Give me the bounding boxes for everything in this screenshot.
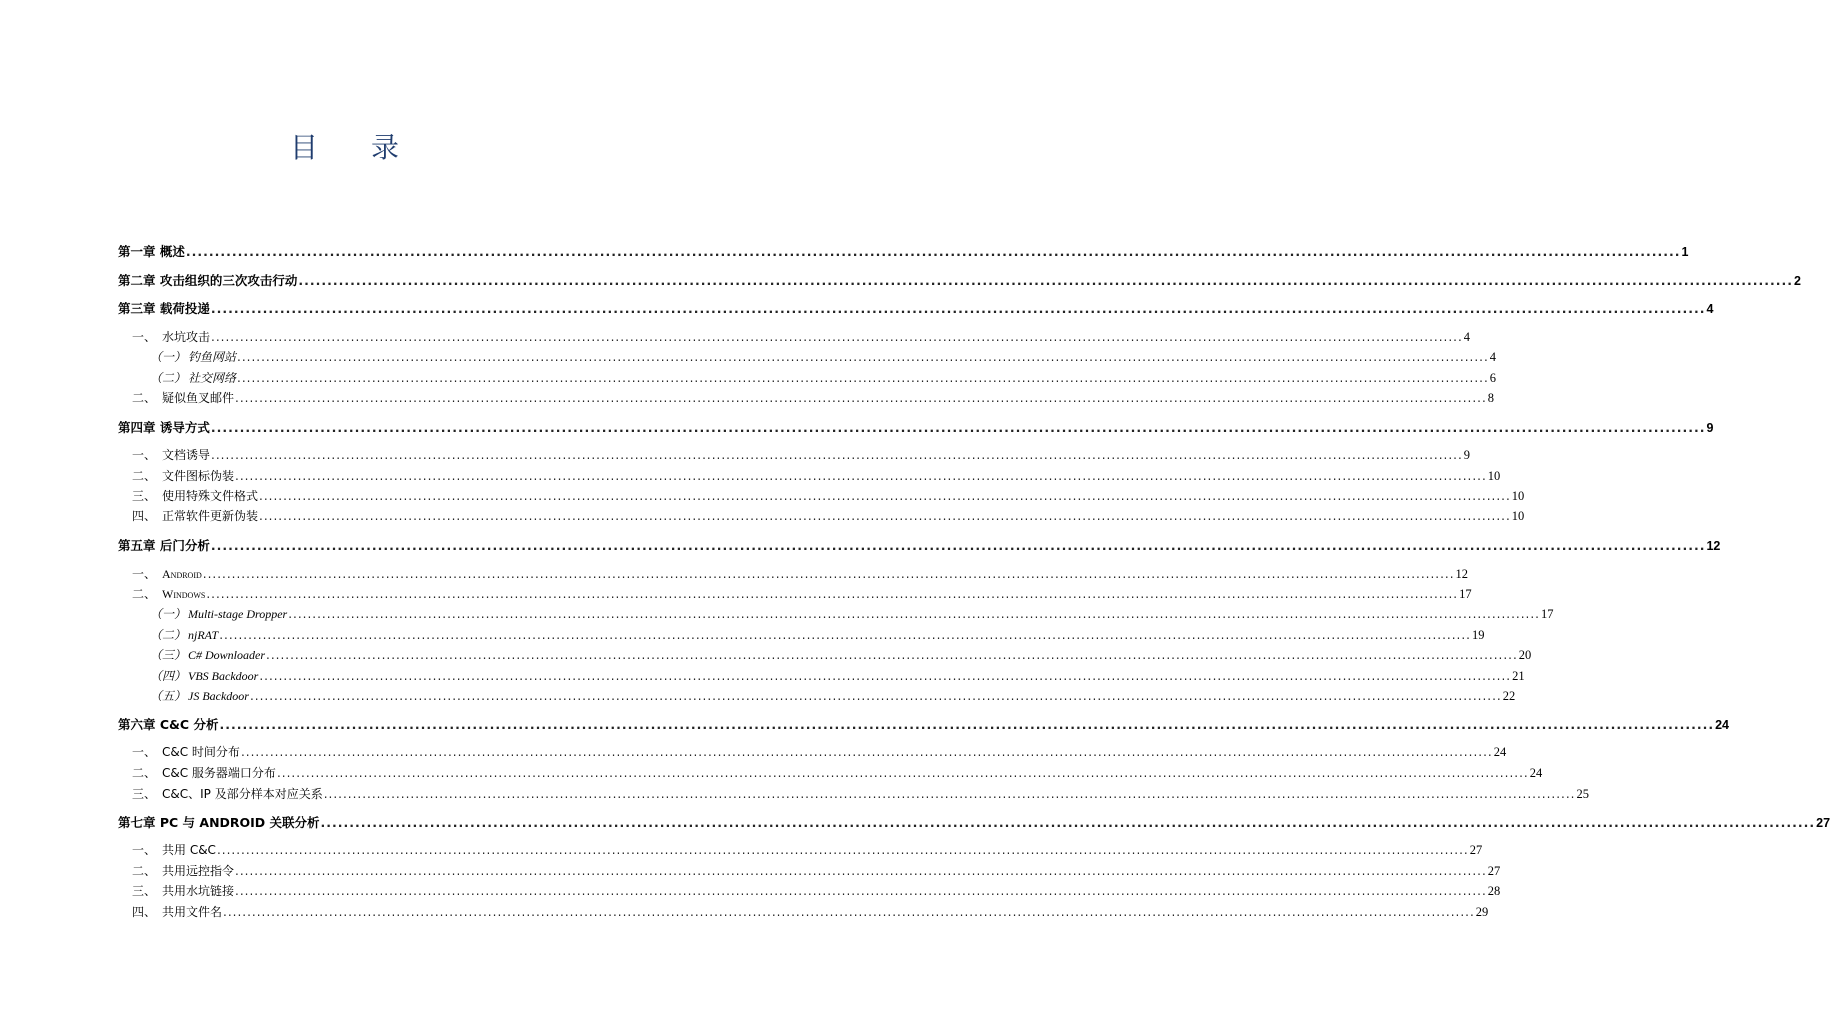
toc-entry-number: 一、 bbox=[132, 448, 157, 462]
toc-entry-label: njRAT bbox=[188, 628, 219, 642]
toc-entry[interactable] bbox=[118, 271, 1801, 289]
toc-entry-page: 4 bbox=[1463, 330, 1471, 344]
toc-leader-dots: .................................................................................................................................................................................................................................................................... bbox=[259, 509, 1511, 523]
toc-entry-label: 第三章 载荷投递 bbox=[118, 301, 210, 316]
toc-entry-number: 一、 bbox=[132, 567, 157, 581]
toc-leader-dots: .................................................................................................................................................................................................................................................................... bbox=[235, 864, 1487, 878]
toc-entry-label: 第七章 PC 与 ANDROID 关联分析 bbox=[118, 815, 320, 830]
toc-leader-dots: .................................................................................................................................................................................................................................................................... bbox=[235, 884, 1487, 898]
toc-entry-page: 24 bbox=[1715, 718, 1729, 732]
toc-entry[interactable] bbox=[118, 585, 1472, 602]
toc-entry-label: Windows bbox=[162, 587, 206, 601]
toc-entry[interactable] bbox=[118, 715, 1729, 733]
toc-entry-number: （二） bbox=[150, 628, 187, 642]
toc-entry-label: C&C 时间分布 bbox=[162, 745, 240, 759]
toc-entry-page: 10 bbox=[1487, 469, 1501, 483]
toc-entry-page: 29 bbox=[1475, 905, 1489, 919]
toc-entry-number: 四、 bbox=[132, 905, 157, 919]
toc-entry-page: 27 bbox=[1816, 816, 1830, 830]
toc-entry-label: 疑似鱼叉邮件 bbox=[162, 391, 235, 405]
toc-entry-number: 一、 bbox=[132, 330, 157, 344]
toc-entry-number: 四、 bbox=[132, 509, 157, 523]
toc-leader-dots: .................................................................................................................................................................................................................................................................... bbox=[185, 244, 1681, 259]
toc-entry-label: 社交网络 bbox=[188, 371, 237, 385]
toc-entry[interactable] bbox=[118, 242, 1689, 260]
toc-entry-page: 28 bbox=[1487, 884, 1501, 898]
toc-entry-label: C&C 服务器端口分布 bbox=[162, 766, 276, 780]
toc-entry[interactable] bbox=[118, 565, 1469, 582]
toc-entry-page: 4 bbox=[1706, 302, 1714, 316]
toc-entry[interactable] bbox=[118, 605, 1554, 622]
toc-entry-number: 一、 bbox=[132, 843, 157, 857]
toc-entry[interactable] bbox=[118, 743, 1507, 760]
toc-entry-label: 水坑攻击 bbox=[162, 330, 211, 344]
toc-entry[interactable] bbox=[118, 446, 1471, 463]
toc-entry[interactable] bbox=[118, 418, 1714, 436]
toc-entry-number: （五） bbox=[150, 689, 187, 703]
toc-leader-dots: .................................................................................................................................................................................................................................................................... bbox=[202, 567, 1455, 581]
toc-entry-label: 文件图标伪装 bbox=[162, 469, 235, 483]
toc-entry[interactable] bbox=[118, 467, 1501, 484]
toc-entry-label: VBS Backdoor bbox=[188, 669, 259, 683]
toc-entry[interactable] bbox=[118, 487, 1525, 504]
toc-entry-number: （一） bbox=[150, 350, 187, 364]
toc-leader-dots: .................................................................................................................................................................................................................................................................... bbox=[288, 607, 1540, 621]
page-title: 目 录 bbox=[290, 131, 421, 164]
toc-entry-page: 21 bbox=[1512, 669, 1525, 683]
toc-entry-label: JS Backdoor bbox=[188, 689, 249, 703]
toc-entry-label: 正常软件更新伪装 bbox=[162, 509, 259, 523]
toc-entry-label: 共用远控指令 bbox=[162, 864, 235, 878]
toc-entry-number: 二、 bbox=[132, 469, 157, 483]
toc-leader-dots: .................................................................................................................................................................................................................................................................... bbox=[210, 420, 1706, 435]
toc-entry[interactable] bbox=[118, 687, 1516, 704]
toc-entry[interactable] bbox=[118, 667, 1525, 684]
toc-entry-page: 27 bbox=[1487, 864, 1501, 878]
toc-entry-page: 24 bbox=[1529, 766, 1543, 780]
toc-entry-label: 第四章 诱导方式 bbox=[118, 420, 210, 435]
toc-leader-dots: .................................................................................................................................................................................................................................................................... bbox=[320, 815, 1816, 830]
toc-entry[interactable] bbox=[118, 764, 1543, 781]
toc-entry-page: 1 bbox=[1681, 245, 1689, 259]
toc-entry-label: 第二章 攻击组织的三次攻击行动 bbox=[118, 273, 298, 288]
toc-entry[interactable] bbox=[118, 536, 1721, 554]
toc-leader-dots: .................................................................................................................................................................................................................................................................... bbox=[211, 448, 1463, 462]
toc-entry-number: 三、 bbox=[132, 884, 157, 898]
toc-entry-number: 三、 bbox=[132, 489, 157, 503]
toc-entry[interactable] bbox=[118, 389, 1495, 406]
toc-entry-label: 使用特殊文件格式 bbox=[162, 489, 259, 503]
toc-entry-label: 共用水坑链接 bbox=[162, 884, 235, 898]
toc-entry-number: （四） bbox=[150, 669, 187, 683]
toc-leader-dots: .................................................................................................................................................................................................................................................................... bbox=[223, 905, 1475, 919]
toc-entry-page: 10 bbox=[1511, 489, 1525, 503]
toc-leader-dots: .................................................................................................................................................................................................................................................................... bbox=[219, 717, 1715, 732]
toc-entry-page: 22 bbox=[1502, 689, 1516, 703]
toc-entry[interactable] bbox=[118, 903, 1489, 920]
toc-leader-dots: .................................................................................................................................................................................................................................................................... bbox=[216, 843, 1469, 857]
toc-entry-page: 20 bbox=[1518, 648, 1532, 662]
toc-entry-number: 二、 bbox=[132, 587, 157, 601]
toc-leader-dots: .................................................................................................................................................................................................................................................................... bbox=[210, 538, 1706, 553]
toc-entry-page: 9 bbox=[1463, 448, 1471, 462]
toc-entry[interactable] bbox=[118, 862, 1501, 879]
toc-leader-dots: .................................................................................................................................................................................................................................................................... bbox=[210, 301, 1706, 316]
toc-leader-dots: .................................................................................................................................................................................................................................................................... bbox=[206, 587, 1459, 601]
toc-entry-number: 一、 bbox=[132, 745, 157, 759]
toc-entry[interactable] bbox=[118, 507, 1525, 524]
toc-entry-page: 8 bbox=[1487, 391, 1495, 405]
toc-entry-page: 4 bbox=[1489, 350, 1497, 364]
toc-leader-dots: .................................................................................................................................................................................................................................................................... bbox=[323, 787, 1576, 801]
toc-entry[interactable] bbox=[118, 813, 1830, 831]
toc-entry-label: 共用 C&C bbox=[162, 843, 216, 857]
toc-entry-label: 共用文件名 bbox=[162, 905, 223, 919]
toc-entry-page: 17 bbox=[1459, 587, 1472, 601]
toc-entry-number: （二） bbox=[150, 371, 187, 385]
toc-entry-number: （一） bbox=[150, 607, 187, 621]
toc-entry[interactable] bbox=[118, 882, 1501, 899]
toc-leader-dots: .................................................................................................................................................................................................................................................................... bbox=[259, 489, 1511, 503]
toc-entry-page: 10 bbox=[1511, 509, 1525, 523]
toc-entry-label: 第一章 概述 bbox=[118, 244, 185, 259]
toc-leader-dots: .................................................................................................................................................................................................................................................................... bbox=[211, 330, 1463, 344]
toc-entry-number: 二、 bbox=[132, 864, 157, 878]
toc-leader-dots: .................................................................................................................................................................................................................................................................... bbox=[240, 745, 1493, 759]
toc-entry-number: 二、 bbox=[132, 391, 157, 405]
toc-entry-page: 24 bbox=[1493, 745, 1507, 759]
toc-entry-number: 三、 bbox=[132, 787, 157, 801]
toc-entry-page: 2 bbox=[1793, 274, 1801, 288]
toc-entry-page: 19 bbox=[1472, 628, 1485, 642]
toc-entry-label: Android bbox=[162, 567, 202, 581]
toc-leader-dots: .................................................................................................................................................................................................................................................................... bbox=[235, 469, 1487, 483]
toc-entry-number: 二、 bbox=[132, 766, 157, 780]
toc-entry[interactable] bbox=[118, 348, 1497, 365]
toc-entry[interactable] bbox=[118, 785, 1589, 802]
toc-leader-dots: .................................................................................................................................................................................................................................................................... bbox=[235, 391, 1487, 405]
toc-entry-label: 钓鱼网站 bbox=[188, 350, 237, 364]
toc-leader-dots: .................................................................................................................................................................................................................................................................... bbox=[249, 689, 1502, 703]
toc-leader-dots: .................................................................................................................................................................................................................................................................... bbox=[259, 669, 1512, 683]
toc-entry-page: 17 bbox=[1540, 607, 1554, 621]
toc-leader-dots: .................................................................................................................................................................................................................................................................... bbox=[237, 371, 1489, 385]
toc-entry-page: 25 bbox=[1576, 787, 1589, 801]
toc-entry[interactable] bbox=[118, 328, 1471, 345]
toc-entry[interactable] bbox=[118, 646, 1532, 663]
toc-entry-page: 27 bbox=[1469, 843, 1483, 857]
toc-entry-label: C# Downloader bbox=[188, 648, 266, 662]
toc-entry-page: 6 bbox=[1489, 371, 1497, 385]
toc-leader-dots: .................................................................................................................................................................................................................................................................... bbox=[266, 648, 1518, 662]
toc-entry-label: Multi-stage Dropper bbox=[188, 607, 288, 621]
toc-entry[interactable] bbox=[118, 841, 1483, 858]
toc-entry-label: 第六章 C&C 分析 bbox=[118, 717, 219, 732]
toc-entry-number: （三） bbox=[150, 648, 187, 662]
toc-entry-label: C&C、IP 及部分样本对应关系 bbox=[162, 787, 323, 801]
toc-leader-dots: .................................................................................................................................................................................................................................................................... bbox=[298, 273, 1793, 288]
toc-entry-label: 文档诱导 bbox=[162, 448, 211, 462]
toc-entry-page: 9 bbox=[1706, 421, 1714, 435]
toc-entry[interactable] bbox=[118, 626, 1485, 643]
toc-entry[interactable] bbox=[118, 369, 1497, 386]
toc-leader-dots: .................................................................................................................................................................................................................................................................... bbox=[276, 766, 1529, 780]
toc-entry-page: 12 bbox=[1706, 539, 1721, 553]
toc-leader-dots: .................................................................................................................................................................................................................................................................... bbox=[219, 628, 1471, 642]
toc-entry-label: 第五章 后门分析 bbox=[118, 538, 210, 553]
toc-entry-page: 12 bbox=[1455, 567, 1469, 581]
toc-entry[interactable] bbox=[118, 299, 1714, 317]
toc-leader-dots: .................................................................................................................................................................................................................................................................... bbox=[237, 350, 1489, 364]
